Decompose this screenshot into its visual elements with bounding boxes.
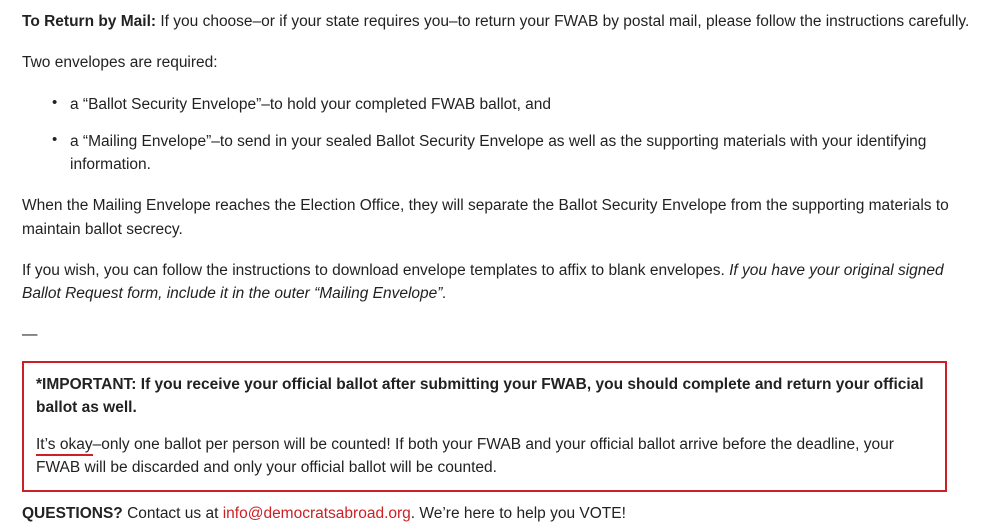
envelope-item-text: a “Ballot Security Envelope”–to hold your completed FWAB ballot, and <box>70 95 552 113</box>
envelope-item-text: a “Mailing Envelope”–to send in your sealed Ballot Security Envelope as well as the supporting materials with your identifying information. <box>70 132 927 173</box>
mail-instructions-text: If you choose–or if your state requires you–to return your FWAB by postal mail, please follow the instructions carefully. <box>156 13 970 30</box>
questions-before-email: Contact us at <box>122 504 223 522</box>
election-office-note: When the Mailing Envelope reaches the Election Office, they will separate the Ballot Security Envelope from the supporting materials to maintain ballot secrecy. <box>22 197 949 238</box>
list-item <box>70 130 978 177</box>
mail-instructions-paragraph <box>22 10 978 33</box>
list-item <box>70 93 978 116</box>
templates-note-italic: If you have your original signed Ballot Request form, include it in the outer “Mailing Envelope”. <box>22 261 944 302</box>
templates-note <box>22 259 978 306</box>
questions-after-email: . We’re here to help you VOTE! <box>410 504 626 522</box>
templates-note-text: If you wish, you can follow the instructions to download envelope templates to affix to blank envelopes. <box>22 261 730 279</box>
important-callout <box>22 361 947 492</box>
contact-email-link[interactable]: info@democratsabroad.org <box>222 504 411 522</box>
questions-line <box>22 502 978 525</box>
mail-instructions-label: To Return by Mail: <box>22 13 157 30</box>
important-body-rest: –only one ballot per person will be counted! If both your FWAB and your official ballot arrive before the deadline, your FWAB will be discarded and only your official ballot will be counted. <box>36 436 894 477</box>
section-divider: — <box>22 326 38 344</box>
questions-label: QUESTIONS? <box>22 504 123 522</box>
important-headline: *IMPORTANT: If you receive your official ballot after submitting your FWAB, you should complete and return your official ballot as well. <box>36 375 924 416</box>
envelopes-list <box>22 93 978 177</box>
envelopes-intro: Two envelopes are required: <box>22 54 218 72</box>
important-body-underlined: It’s okay <box>36 436 93 456</box>
